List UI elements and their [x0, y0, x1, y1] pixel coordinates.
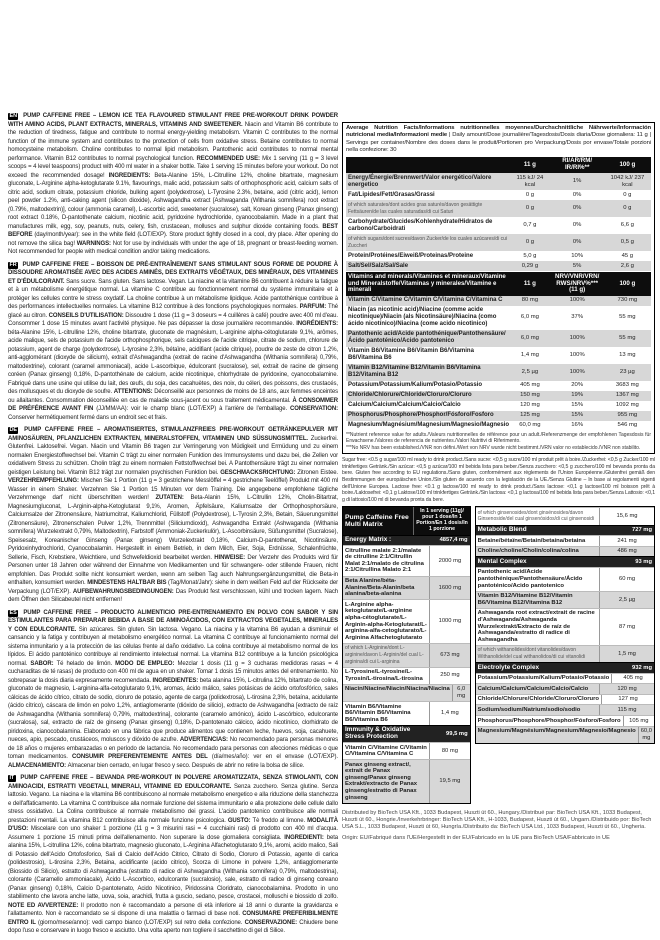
vitamins-column-per-100g: 100 g — [619, 279, 636, 287]
macronutrient-row — [346, 234, 651, 251]
matrix-ingredient-label: Calcium/Calcium/Calcium/Calcio/Calcio — [477, 685, 589, 692]
origin-info: Origin: EU/Fabriqué dans l'UE/Hergestellt in der EU/Fabricado en la UE para BioTech USA/Fabbricato in UE — [342, 834, 610, 841]
value-reference-percent: 100% — [569, 368, 585, 375]
section-text: Mischen Sie 1 Portion (11 g = 3 gestrichene Messlöffel = 4 gestrichene Teelöffel) Produkt mit 400 ml Wasser in einem Shaker. Verzehren Sie 1 Portion 15 Minuten vor dem Training. Die angegebene empfohlene tägliche Verzehrmenge darf nicht überschritten werden! — [8, 478, 338, 501]
matrix-ingredient-amount: 99,5 mg — [446, 730, 468, 737]
nutrient-label: Phosphorus/Phosphore/Phosphor/Fósforo/Fosforo — [348, 412, 494, 419]
language-section-fr — [8, 261, 338, 423]
nutrient-label: Vitamin B12/Vitamine B12/Vitamin B6/Vitamina B12/Vitamina B12 — [348, 365, 481, 379]
value-reference-percent: 16% — [571, 422, 584, 429]
section-keyword: CONSUMARE PREFERIBILMENTE ENTRO IL — [8, 911, 338, 926]
value-per-100g: 0 g — [623, 205, 632, 212]
vitamin-row — [346, 347, 651, 364]
matrix-row — [476, 546, 654, 557]
value-per-serving: 1,4 mg — [520, 351, 539, 358]
matrix-ingredient-label: Vitamin C/Vitamine C/Vitamin C/Vitamina C/Vitamina C — [345, 744, 427, 758]
matrix-ingredient-label: Choline/choline/Cholin/colina/colina — [477, 548, 579, 555]
section-keyword: ATTENTIONS: — [113, 389, 155, 395]
matrix-row — [343, 643, 470, 667]
vitamin-row — [346, 364, 651, 381]
matrix-section-row — [343, 535, 470, 546]
section-keyword: MODALITÀ D'USO: — [8, 817, 338, 832]
matrix-ingredient-label: Vitamin B12/Vitamine B12/Vitamin B6/Vitamina B12/Vitamina B12 — [477, 593, 573, 606]
matrix-ingredient-amount: 673 mg — [429, 644, 469, 667]
matrix-ingredient-label: Beta Alanine/béta-Alanine/Beta-Alanin/beta alanina/beta-alanina — [345, 578, 415, 598]
section-text: Not for use by individuals with under the age of 18, pregnant or breast-feeding women. Not recommended for people with medical condition and/or taking medications. — [8, 240, 338, 255]
value-per-100g: 546 mg — [617, 422, 638, 429]
matrix-ingredient-label: Electrolyte Complex — [477, 663, 540, 671]
matrix-ingredient-label: Chloride/Chlorure/Chloride/Cloruro/Cloruro — [477, 696, 600, 703]
matrix-ingredient-label: Ashwaganda root extract/extrait de racine d'Ashwaganda/Ashwaganda Wurzelextrakt/Extracto de raíz de Ashwaganda/estratto di radice di Ashwagandha — [477, 610, 595, 643]
vitamins-title: Vitamins and minerals/Vitamines et mineraux/Vitamine und Mineralstoffe/Vitaminas y minerales/Vitamine e minerali — [348, 272, 506, 294]
matrix-ingredient-label: Energy Matrix : — [345, 536, 392, 544]
section-keyword: MINDESTENS HALTBAR BIS — [87, 580, 169, 586]
matrix-ingredient-label: Sodium/sodium/Natrium/sodio/sodio — [477, 706, 581, 713]
matrix-ingredient-amount: 250 mg — [429, 668, 469, 684]
macronutrient-row — [346, 261, 651, 271]
section-keyword: INGREDIENTES: — [152, 677, 200, 684]
section-text: Thé glacé au citron. — [8, 304, 338, 319]
vitamin-row — [346, 306, 651, 330]
value-per-100g: 6,6 g — [620, 222, 634, 229]
section-keyword: SABOR: — [30, 660, 57, 667]
matrix-ingredient-amount: 120 mg — [599, 684, 654, 694]
value-per-100g: 2,6 g — [620, 262, 634, 269]
multi-matrix-right-rows — [476, 507, 654, 742]
vitamin-row — [346, 330, 651, 347]
macronutrient-rows — [346, 173, 651, 271]
section-keyword: INGREDIENTS: — [108, 172, 155, 179]
language-badge-es: ES — [9, 609, 17, 616]
value-reference-percent: 20% — [571, 382, 584, 389]
section-text: beta alanina 15%, L-citrulina 12%, bitartrato de colina, gluconato de magnesio, L-arginina-alfa-cetoglutarato 9,1%, aromas, ácido málico, sales potásicas de ácido ortofosfórico, sales cálcicas de ácido cítrico, citrato de sodio, cloruro de potasio, agente de carga (polidextrosa), L-tirosina 2,3%, betaína, acidulante (ácido cítrico), cáscara de limón en polvo 1,2%, antiaglomerante (dióxido de silicio), extracto de Ashwagandha [extracto de raíz de Ashwagandha (Withania somnifera) 0,79%, maltodextrina], colorante (caramelo amónico), ácido L-ascórbico, edulcorante (sucralosa), sal, extracto de raíz de ginseng (Panax ginseng) 0,18%, D-pantotenato cálcico, ácido nicotínico, clorhidrato de piridoxina, cianocobalamina. Elaborado en una fábrica que produce alimentos que contienen leche, huevos, soja, cacahuete, nueces, apio, pescado, crustáceos, moluscos y dióxido de azufre. — [8, 677, 338, 743]
value-per-serving: 6,0 mg — [520, 334, 539, 341]
vitamin-row — [346, 421, 651, 431]
matrix-row — [343, 599, 470, 643]
section-text: (day/month/year): see in the white field (LOT/EXP). Store product tightly closed in a cool, dry place. After opening do not remove the silica bag! — [8, 232, 338, 247]
matrix-row — [476, 704, 654, 715]
value-per-serving: 0,7 g — [523, 222, 537, 229]
matrix-ingredient-amount: 1600 mg — [429, 577, 469, 600]
language-section-en — [8, 112, 338, 257]
section-text: Déconseillé aux personnes de moins de 18 ans, aux femmes enceintes ou allaitantes. Consommation déconseillée en cas de maladie sous-jacent ou sous traitement médicamental. — [8, 389, 339, 404]
section-text: Il prodotto non è raccomandato a persone di età inferiore ai 18 anni o durante la gravidanza e l'allattamento. Non è raccomandato se si dispone di una malattia o farmaci di base noti. — [8, 902, 338, 917]
nutrient-label: Magnesium/Magnésium/Magnesium/Magnesio/Magnesio — [348, 422, 510, 429]
section-text: beta alanina 15%, L-citrullina 12%, colina bitartrato, magnesio gluconato, L-Arginina Alfachetoglutarato 9,1%, aromi, acido malico, Sali di Potassio dell'Acido Ortofosforico, Sali di Calcio dell'Acido Citrico, Citrato di Sodio, Cloruro di Potassio, agente di carica (polidestrosio), L-tirosina 2,3%, Betaina, acidificante (acido citrico), Scorza di Limone in polvere 1,2%, antiagglomerante (Biossido di Silicio), estratto di Ashwagandha (estratto di radice di Ashwagandha (Withania somnifera) 0,79%, maltodestrina), colorante (Caramello ammoniacale), Acido L-Ascorbico, edulcorante (sucralosio), sale, estratto di radice di ginseng coreano (Panax ginseng) 0,18%, Calcio D-pantotenato, Acido Nicotinico, Piridossina Cloridrato, cianocobalamina. Prodotto in uno stabilimento che lavora anche latte, uova, soia, arachidi, frutta a guscio, sedano, pesce, crostacei, molluschi e biossido di zolfo. — [8, 834, 338, 900]
value-reference-percent: 1% — [572, 178, 582, 185]
value-reference-percent: 0% — [572, 205, 582, 212]
value-per-serving: 0 g — [525, 205, 535, 212]
matrix-ingredient-label: L-Arginine alpha-ketoglutarate/L-arginine alpha-cétoglutarate/L-Arginin-alpha-Ketoglutarat/L-arginina-alfa-cetoglutarato/L-Arginina Alfachetoglutarato — [345, 601, 427, 641]
matrix-ingredient-amount: 405 mg — [611, 674, 654, 684]
matrix-section-row — [343, 725, 470, 742]
matrix-ingredient-amount: 127 mg — [601, 695, 654, 705]
section-text: (Tag/Monat/Jahr): siehe in dem weißen Feld auf der Rückseite der Verpackung (LOT/EXP). — [8, 580, 338, 595]
nutrient-label: of which saturates/dont acides gras saturés/davon gesättigte Fettsäuren/de las cuales saturadas/di cui Saturi — [348, 201, 483, 215]
section-keyword: AUFBEWAHRUNGSBEDINGUNGEN: — [72, 588, 176, 595]
matrix-row — [343, 667, 470, 684]
nutrition-facts-header — [346, 125, 651, 155]
nutrient-label: Calcium/Calcium/Calcium/Calcio/Calcio — [348, 402, 461, 409]
value-reference-percent: 0% — [572, 239, 582, 246]
vitamins-minerals-table — [346, 272, 651, 430]
section-text: Sin azúcares. Sin gluten. Sin lactosa. Vegano. La niacina y la vitamina B6 ayudan a disminuir el cansancio y la fatiga y contribuyen al metabolismo energético normal. La vitamina C contribuye al funcionamiento normal del sistema inmunitario y a la protección de las células frente al daño oxidativo. La colina contribuye al metabolismo normal de los lípidos. El ácido pantoténico contribuye al rendimiento intelectual normal. La vitamina B12 contribuye a la función psicológica normal. — [8, 626, 338, 667]
multi-matrix-right — [475, 506, 655, 743]
value-reference-percent: 100% — [569, 297, 585, 304]
matrix-ingredient-label: Mental Complex — [477, 557, 527, 565]
column-serving: 11 g — [523, 160, 536, 168]
matrix-ingredient-amount: 115 mg — [599, 705, 654, 715]
nutrient-label: Potassium/Potassium/Kalium/Potasio/Potassio — [348, 382, 483, 389]
nutrient-label: Vitamin C/Vitamine C/Vitamin C/Vitamina C/Vitamina C — [348, 297, 503, 304]
multi-matrix-title: Pump Caffeine Free Multi Matrix — [345, 513, 409, 528]
section-keyword: HINWEISE: — [214, 554, 248, 561]
vitamin-rows — [346, 296, 651, 431]
matrix-ingredient-amount: 1,5 mg — [599, 646, 654, 662]
matrix-ingredient-amount: 1,4 mg — [429, 702, 469, 725]
macronutrient-row — [346, 190, 651, 200]
matrix-ingredient-label: Metabolic Blend — [477, 526, 527, 534]
value-per-serving: 0 g — [525, 191, 535, 198]
matrix-ingredient-label: Betaine/bétaïne/Betain/betaína/betaina — [477, 537, 586, 544]
matrix-ingredient-label: Immunity & Oxidative Stress Protection — [345, 726, 411, 740]
value-per-serving: 405 mg — [520, 382, 540, 389]
value-reference-percent: 100% — [569, 351, 585, 358]
section-text: Beta-Alanine 15%, L-Citrulline 12%, choline bitartrate, magnesium gluconate, L-Arginine alpha-ketoglutarate 9.1%, flavourings, malic acid, potassium salts of orthophosphoric acid, calcium salts of citric acid, sodium citrate, potassium chloride, bulking agent (polydextrose), L-Tyrosine 2.3%, betaine, acid (citric acid), lemon peel powder 1.2%, anti-caking agent (silicon dioxide), Ashwagandha extract [Ashwaganda (Withania somnifera) root extract (0.79%, maltodextrin)], colour (ammonia caramel), L-ascorbic acid, sweetener (sucralose), salt, Korean ginseng (Panax ginseng) root extract 0.18%, D-pantothenate calcium, nicotinic acid, pyridoxine hydrochloride, cyanocobalamin. Made in a plant that manufactures milk, egg, soy, peanuts, nuts, celery, fish, crustacean, molluscs and sulphur dioxide containing foods. — [8, 172, 338, 230]
section-keyword: ZUTATEN: — [155, 495, 191, 501]
section-text: Almacenar bien cerrado, en lugar fresco y seco. Después de abrir no retire la bolsa de sílice. — [67, 762, 305, 769]
nutrient-label: Carbohydrate/Glucides/Kohlenhydrate/Hidratos de carbono/Carboidrati — [348, 218, 493, 232]
value-per-serving: 115 kJ/ 24 kcal — [516, 174, 544, 188]
value-per-100g: 0,5 g — [620, 239, 634, 246]
matrix-section-row — [476, 662, 654, 673]
matrix-ingredient-label: Vitamin B6/Vitamine B6/Vitamin B6/Vitamina B6/Vitamina B6 — [345, 703, 411, 723]
vitamin-row — [346, 296, 651, 306]
nutrient-label: Chloride/Chlorure/Chloride/Cloruro/Cloruro — [348, 392, 472, 399]
section-keyword: WARNINGS: — [76, 240, 113, 247]
matrix-ingredient-amount: 6,0 mg — [452, 685, 470, 701]
matrix-row — [343, 576, 470, 600]
macronutrient-table — [346, 157, 651, 272]
value-reference-percent: 15% — [571, 402, 584, 409]
matrix-ingredient-label: Magnesium/Magnésium/Magnesium/Magnesio/Magnesio — [477, 728, 636, 735]
section-text: Té helado de limón. — [56, 660, 116, 667]
section-text: Miscelare con uno shaker 1 porzione (11 g = 3 misurini rasi = 4 cucchiaini rasi) di prodotto con 400 ml d'acqua. Assumere 1 porzione 15 minuti prima dell'allenamento. Non superare la dose giornaliera consigliata. — [8, 826, 338, 841]
section-keyword: CONSERVATION: — [289, 406, 339, 412]
section-keyword: GUSTO: — [227, 817, 253, 824]
matrix-row — [476, 683, 654, 694]
matrix-ingredient-label: of which ginsenosides/dont ginsénosides/davon Ginsenoside/del cual ginsenósidos/di cui ginsenosidi — [477, 509, 595, 523]
value-reference-percent: 19% — [571, 392, 584, 399]
section-keyword: CONSEILS D'UTILISATION: — [48, 312, 126, 319]
section-keyword: À CONSOMMER DE PRÉFÉRENCE AVANT FIN — [8, 397, 338, 412]
matrix-section-row — [476, 525, 654, 536]
multi-matrix — [342, 506, 655, 803]
value-per-100g: 1367 mg — [615, 392, 639, 399]
section-keyword: CONSUMIR PREFERENTEMENTE ANTES DEL — [72, 754, 212, 760]
value-per-serving: 5,0 g — [523, 252, 537, 259]
section-keyword: VERZEHREMPFEHLUNG: — [8, 478, 81, 484]
matrix-ingredient-amount: 2000 mg — [429, 546, 469, 575]
value-per-100g: 45 g — [621, 252, 634, 259]
nutrient-label: Salt/Sel/Salz/Sal/Sale — [348, 262, 409, 269]
language-section-es — [8, 609, 338, 771]
section-keyword: INGRÉDIENTS: — [296, 321, 338, 327]
matrix-row — [476, 726, 654, 743]
value-per-100g: 730 mg — [617, 297, 638, 304]
language-badge-de: DE — [9, 427, 17, 433]
section-keyword: ALMACENAMIENTO: — [8, 762, 68, 769]
matrix-ingredient-amount: 80 mg — [429, 743, 469, 759]
matrix-row — [343, 545, 470, 575]
matrix-ingredient-label: L-Tyrosine/L-tyrosine/L-Tyrosin/L-tirosina/L-tirosina — [345, 669, 423, 682]
section-text: No recomendado para personas menores de 18 años o mujeres embarazadas o en período de lactancia. No recomendado para personas con afecciones médicas o que toman medicamentos. — [8, 737, 339, 760]
language-section-it — [8, 774, 338, 936]
matrix-ingredient-amount: 105 mg — [623, 716, 654, 726]
section-keyword: INGREDIENTI: — [284, 834, 327, 841]
section-keyword: PARFUM: — [299, 304, 328, 310]
macronutrient-row — [346, 173, 651, 190]
matrix-section-row — [476, 556, 654, 567]
matrix-ingredient-label: Pantothenic acid/Acide pantothénique/Pantothensäure/Ácido pantoténico/Acido pantotenico — [477, 569, 583, 589]
value-per-serving: 0 g — [525, 239, 535, 246]
value-reference-percent: 10% — [571, 252, 584, 259]
matrix-row — [343, 759, 470, 803]
section-text: Conserver hermétiquement fermé dans un endroit sec et frais. — [8, 414, 168, 421]
matrix-row — [476, 645, 654, 662]
value-per-serving: 0,29 g — [521, 262, 539, 269]
value-reference-percent: 0% — [572, 222, 582, 229]
matrix-ingredient-label: Citrulline malate 2:1/malate de citrulline 2:1/Citrullin Malat 2:1/malato de citrulina 2:1/Citrullina Malato 2:1 — [345, 547, 424, 574]
matrix-ingredient-label: of which L-Arginine/dont L-arginine/davon L-Arginin/del cual L-arginina/di cui L-arginina — [345, 645, 424, 665]
value-per-100g: 23 µg — [619, 368, 635, 375]
value-per-100g: 3683 mg — [615, 382, 639, 389]
multi-matrix-serving-header: In 1 serving (11g)/ pour 1 dose/In 1 Portion/En 1 dosis/In 1 porzione — [413, 507, 469, 534]
value-per-serving: 125 mg — [520, 412, 540, 419]
value-per-100g: 1092 mg — [615, 402, 639, 409]
section-text: Niacin and Vitamin B6 contribute to the reduction of tiredness, fatigue and contribute to normal energy-yielding metabolism. Vitamin C contributes to the normal function of the immune system and contributes to the protection of cells from oxidative stress. Betaine contributes to normal homocysteine metabolism. Choline contributes to normal lipid metabolism. Pantothenic acid contributes to normal mental performance. Vitamin B12 contributes to normal psychological function. — [8, 121, 338, 162]
nutrient-label: Vitamin B6/Vitamine B6/Vitamin B6/Vitamina B6/Vitamina B6 — [348, 348, 474, 362]
matrix-row — [343, 701, 470, 725]
value-per-100g: 55 mg — [619, 314, 636, 321]
section-title: PUMP CAFFEINE FREE – PRODUCTO ALIMENTICIO PRE-ENTRENAMIENTO EN POLVO CON SABOR Y SIN ESTIMULANTES PARA PREPARAR BEBIDA A BASE DE AMINOÁCIDOS, CON EXTRACTOS VEGETALES, MINERALES Y CON EDULCORANTE. — [8, 609, 338, 633]
matrix-row — [476, 567, 654, 591]
section-text: Beta-Alanin 15%, L-Citrullin 12%, Cholin-Bitartrat, Magnesiumgluconat, L-Arginin-alpha-Ketoglutarat 9,1%, Aromen, Äpfelsäure, Kaliumsalze der Orthophosphorsäure, Calciumsalze der Zitronensäure, Natriumcitrat, Kaliumchlorid, Füllstoff (Polydextrose), L-Tyrosin 2,3%, Betain, Säuerungsmittel (Zitronensäure), Zitronenschalen Pulver 1,2%, Trennmittel (Siliciumdioxid), Ashwagandha Extrakt (Ashwaganda (Withania somnifera) Wurzelextrakt 0,79%, Maltodextrin), Farbstoff (Ammoniak-Zuckerkulör), L-Ascorbinsäure, Süßungsmittel (Sucralose), Speisesalz, Koreanischer Ginseng (Panax ginseng) Wurzelextrakt 0,18%, Calcium-D-pantothenat, Nicotinsäure, Pyridoxinhydrochlorid, Cyanocobalamin. Hergestellt in einem Betrieb, in dem Milch, Eier, Soja, Erdnüsse, Schalenfrüchte, Sellerie, Fisch, Krebstiere, Weichtiere, und Schwefeldioxid bearbeitet werden. — [8, 495, 338, 561]
section-text: Sans sucre. Sans gluten. Sans lactose. Vegan. La niacine et la vitamine B6 contribuent à réduire la fatigue et à un métabolisme énergétique normal. La vitamine C contribue au fonctionnement normal du système immunitaire et à protéger les cellules contre le stress oxydatif. La choline contribue à un métabolisme lipidique. Acide pantothénique contribue à des performances intellectuelles normales. La vitamine B12 contribue à des fonctions psychologiques normales. — [8, 278, 339, 310]
value-per-100g: 55 mg — [619, 334, 636, 341]
section-title: PUMP CAFFEINE FREE – BOISSON DE PRÉ-ENTRAÎNEMENT SANS STIMULANT SOUS FORME DE POUDRE À DISSOUDRE AROMATISÉE AVEC DES ACIDES AMINÉS, DES EXTRAITS VÉGÉTAUX, DES MINÉRAUX, DES VITAMINES ET D'ÉDULCORANT. — [8, 261, 338, 285]
column-per-100g: 100 g — [619, 160, 636, 168]
section-text: Chiudere bene dopo l'uso e conservare in luogo fresco e asciutto. Una volta aperto non togliere il sacchettino di gel di Silice. — [8, 919, 338, 934]
section-keyword: CONSERVAZIONE: — [244, 919, 300, 926]
macronutrient-row — [346, 251, 651, 261]
value-per-serving: 2,5 µg — [521, 368, 539, 375]
value-reference-percent: 15% — [571, 412, 584, 419]
nutrient-label: Protein/Protéines/Eiweiß/Proteinas/Proteine — [348, 252, 474, 259]
section-text: Dissoudre 1 dose (11 g = 3 doseurs = 4 cuillères à café) poudre avec 400 ml d'eau. Consommer 1 dose 15 minutes avant l'activité physique. Ne pas dépasser la dose journalière recommandée. — [8, 312, 338, 327]
matrix-ingredient-amount: 1000 mg — [429, 600, 469, 643]
value-per-100g: 1042 kJ/ 237 kcal — [610, 174, 645, 188]
multi-matrix-left-rows — [343, 535, 470, 803]
matrix-ingredient-label: Phosphorus/Phosphore/Phosphor/Fósforo/Fosforo — [477, 717, 621, 724]
nutrient-label: Energy/Énergie/Brennwert/Valor energético/Valore energetico — [348, 174, 492, 188]
matrix-ingredient-amount: 15,6 mg — [599, 508, 654, 524]
matrix-row — [476, 694, 654, 705]
value-reference-percent: 5% — [572, 262, 582, 269]
matrix-ingredient-amount: 4857,4 mg — [439, 537, 468, 544]
section-text: (giorno/mese/anno): vedi campo bianco (LOT/EXP) sul retro della confezione. — [38, 919, 245, 926]
nutrition-facts-box — [342, 122, 655, 454]
matrix-ingredient-amount: 932 mg — [632, 664, 652, 671]
value-reference-percent: 0% — [572, 191, 582, 198]
nutrient-label: of which sugars/dont sucres/davon Zucker/de los cuales azúcares/di cui Zuccheri — [348, 235, 507, 249]
section-keyword: ADVERTENCIAS: — [179, 737, 230, 743]
section-title: PUMP CAFFEINE FREE – AROMATISIERTES, STIMULANZFREIES PRE-WORKOUT GETRÄNKEPULVER MIT AMINOSÄUREN, PFLANZLICHEN EXTRAKTEN, MINERALSTOFFEN, VITAMINEN UND SÜSSUNGSMITTEL. — [8, 427, 338, 442]
section-text: Mix 1 serving (11 g = 3 level scoops = 4 level teaspoons) product with 400 ml water in a shaker bottle. Take 1 serving 15 minutes before your workout. Do not exceed the recommended dosage! — [8, 155, 338, 179]
matrix-ingredient-amount: 727 mg — [632, 527, 652, 534]
value-per-serving: 80 mg — [521, 297, 539, 304]
language-badge-fr: FR — [9, 261, 17, 268]
matrix-ingredient-label: Niacin/Niacine/Niacin/Niacina/Niacina — [345, 686, 450, 693]
matrix-row — [343, 742, 470, 759]
matrix-ingredient-amount: 241 mg — [599, 536, 654, 546]
language-sections — [8, 112, 338, 940]
value-per-100g: 13 mg — [619, 351, 636, 358]
section-text: Tè freddo al limone. — [252, 817, 308, 824]
vitamins-column-serving: 11 g — [523, 279, 536, 287]
macronutrient-row — [346, 200, 651, 217]
macronutrient-header-empty — [346, 157, 509, 174]
section-text: béta-Alanine 15%, L-citrulline 12%, choline bitartrate, gluconate de magnésium, L-arginine alpha-cétoglutarate 9,1%, arômes, acide malique, sels de potassium de l'acide orthophosphorique, sels calciques de l'acide citrique, citrate de sodium, chlorure de potassium, agent de charge (polydextrose), L-tyrosine 2,3%, bétaïne, acidifiant (acide citrique), poudre de zeste de citron 1,2%, anti-agglomérant (dioxyde de silicium), extrait d'Ashwagandha (extrait de racine d'Ashwagandha (Withania somnifera) 0,79%, maltodextrine), colorant (caramel ammoniacal), acide L-ascorbique, édulcorant (sucralose), sel, extrait de racine de ginseng coréen (Panax ginseng) 0,18%, D-pantothénate de calcium, acide nicotinique, chlorhydrate de pyridoxine, cyanocobalamine. Fabriqué dans une usine qui utilise du lait, des œufs, du soja, des cacahuètes, des noix, du céleri, des poissons, des crustacés, des mollusques et du dioxyde de soufre. — [8, 329, 338, 395]
macronutrient-row — [346, 217, 651, 234]
nutrition-facts-subtitle: | Daily amount/Dose journalière/Tagesdosis/Dosis diaria/Dose giornaliera: 11 g | Servings per container/Nombre des doses dans le produit/Portionen pro Verpackung/Dosis por envase/Totale porzioni nella confezione: 30 — [346, 132, 651, 154]
section-text: Zitronen Eistee. — [297, 469, 338, 476]
column-reference-intake: RI/AR/RM/ IR/RI%** — [562, 157, 593, 171]
matrix-ingredient-amount: 87 mg — [599, 609, 654, 645]
matrix-ingredient-amount: 486 mg — [599, 547, 654, 557]
section-keyword: MODO DE EMPLEO: — [115, 660, 178, 667]
nutrient-label: Pantothenic acid/Acide pantothénique/Pantothensäure/Ácido pantoténico/Acido pantotenico — [348, 331, 506, 345]
vitamins-header-row — [346, 272, 651, 295]
section-text: (JJ/MM/AA): voir le champ blanc (LOT/EXP) à l'arrière de l'emballage. — [96, 406, 290, 412]
matrix-row — [343, 684, 470, 701]
value-reference-percent: 37% — [571, 314, 584, 321]
matrix-row — [476, 591, 654, 608]
section-text: Der Verzehr des Produkts wird für Personen unter 18 Jahren oder während der Einnahme von Medikamenten und für schwangere- oder stillende Frauen, nicht empfohlen. Das Produkt sollte nicht konsumiert werden, wenn am selben Tag auch Nahrungsergänzungsmittel, die Beta-in enthalten, konsumiert werden. — [8, 554, 338, 586]
vitamin-row — [346, 381, 651, 391]
matrix-ingredient-label: Panax ginseng extract/, extrait de Panax ginseng/Panax ginseng Extrakt/extracto de Panax ginseng/estratto di Panax ginseng — [345, 761, 418, 801]
matrix-row — [476, 673, 654, 684]
nutrient-label: Niacin (as nicotinic acid)/Niacine (comme acide nicotinique)/Niacin (als Nicotinsäure)/Niacina (como ácido nicotínico)/Niacina (come acido nicotinico) — [348, 307, 497, 328]
language-badge-en: EN — [9, 113, 17, 119]
vitamins-column-nrv: NRV/VNR/VRN/ RWS/NRV%*** (11 g) — [555, 272, 600, 294]
multi-matrix-left — [342, 506, 471, 803]
section-text: (día/mes/año): ver en el envase (LOT/EXP). — [211, 754, 338, 760]
section-title: PUMP CAFFEINE FREE – BEVANDA PRE-WORKOUT IN POLVERE AROMATIZZATA, SENZA STIMOLANTI, CON AMINOACIDI, ESTRATTI VEGETALI, MINERALI, VITAMINE ED EDULCORANTE. — [8, 775, 338, 790]
section-keyword: RECOMMENDED USE: — [196, 155, 263, 162]
value-per-serving: 120 mg — [520, 402, 540, 409]
matrix-ingredient-amount: 93 mg — [635, 558, 652, 565]
value-reference-percent: 100% — [569, 334, 585, 341]
nutrition-column — [342, 122, 655, 842]
section-text: Das Produkt fest verschlossen, kühl und trocken lagern. Nach dem Öffnen den Silicabeutel nicht entfernen! — [8, 588, 338, 603]
value-per-serving: 6,0 mg — [520, 314, 539, 321]
footnote-nrv: **Nutrient reference value for adults./Valeurs nutritionnelles de référence pour un adult./Referenzmenge der empfohlenen Tagesdosis für Erwachsene./Valores de referencia de nutrientes./Valori Nutritivi di Riferimento. — [346, 431, 651, 444]
matrix-ingredient-label: of which withanolides/dont vitanolides/davon Withanolide/del cual withanolidos/di cui vitanolidi — [477, 647, 586, 660]
value-per-serving: 60,0 mg — [519, 422, 541, 429]
matrix-row — [476, 507, 654, 524]
value-per-100g: 955 mg — [617, 412, 638, 419]
value-per-serving: 150 mg — [520, 392, 540, 399]
section-keyword: NOTE ED AVVERTENZE: — [8, 902, 81, 909]
matrix-row — [476, 715, 654, 726]
nutrient-label: Fat/Lipides/Fett/Grasas/Grassi — [348, 191, 435, 198]
footnote-no-nrv: ***No NRV has been established./VNR non défini./Wert von NRV wurde nicht bestimmt./VRN valor no establecido./VNR non stabilito. — [346, 445, 641, 452]
section-text: Mezclar 1 dosis (11 g = 3 cucharas medidoras rasas = 4 cucharaditas de té rasas) de producto con 400 ml de agua en un shaker. Tomar 1 dosis 15 minutos antes del entrenamiento. No sobrepasar la dosis diaria expresamente recomendada. — [8, 660, 338, 684]
value-per-100g: 0 g — [623, 191, 632, 198]
section-title: PUMP CAFFEINE FREE – LEMON ICE TEA FLAVOURED STIMULANT FREE PRE-WORKOUT DRINK POWDER WITH AMINO ACIDS, PLANT EXTRACTS, MINERALS, VITAMINS AND SWEETENER. — [8, 113, 338, 128]
matrix-ingredient-amount: 19,5 mg — [429, 760, 469, 803]
matrix-ingredient-label: Potassium/Potassium/Kalium/Potasio/Potassio — [477, 675, 610, 682]
nutrition-facts-title: Average Nutrition Facts/Informations nutritionnelles moyennes/Durchschnittliche Nährwerte/Información nutricional media/Informazioni medie — [346, 125, 651, 139]
section-keyword: BEST BEFORE — [8, 223, 338, 238]
language-badge-it: IT — [9, 775, 15, 781]
vitamin-row — [346, 391, 651, 401]
matrix-row — [476, 608, 654, 645]
vitamin-row — [346, 401, 651, 411]
multi-matrix-header — [343, 507, 470, 534]
dietary-claims: Sugar free: <0.5 g sugar/100 ml ready to drink product./Sans sucre: <0,5 g sucre/100 ml produit prêt à boire./Zuckerfrei: <0,5 g Zucker/100 ml trinkfertiges Getränk./Sin azúcar: <0,5 g azúcar/100 ml bebida lista para beber./Senza zucchero: <0,5 g zucchero/100 ml bevanda pronta da bere. Gluten free according to EU regulations./Sans gluten, conformément aux règlements de l'Union Européenne./Glutenfrei gemäß den Bestimmungen der europäischen Union./Sin gluten de acuerdo con la legislación de la UE./Senza Glutine – In base ai regolamenti vigenti dell'Unione Europea. Lactose free: <0.1 g lactose/100 ml ready to drink product./Sans lactose: <0,1 g lactose/100 ml boisson prêt à boire./Laktosefrei: <0,1 g Laktose/100 ml trinkfertiges Getränk./Sin lactosa: <0,1 g lactosa/100 ml bebida lista para beber./Senza Lattosio: <0,1 g di lattosio/100 ml di bevanda pronta da bere. — [342, 457, 655, 503]
section-text: Zuckerfrei. Glutenfrei. Laktosefrei. Vegan. Niacin und Vitamin B6 tragen zur Verringerung von Müdigkeit und Ermüdung und zu einem normalen Energiestoffwechsel bei. Vitamin C trägt zu einer normalen Funktion des Immunsystems und dazu bei, die Zellen vor oxidativem Stress zu schützen. Cholin trägt zu einem normalen Fettstoffwechsel bei. A Pantothensäure trägt zu einer normalen geistigen Leistung bei. Vitamin B12 trägt zur normalen psychischen Funktion bei. — [8, 435, 338, 476]
distributor-info: Distributed by BioTech USA Kft., 1033 Budapest, Huszti út 60., Hungary./Distribué par: BioTech USA Kft., 1033 Budapest, Huszti út 60., Hongrie./Inverkehrbringer: BioTech USA Kft., H-1033, Budapest, Huszti út 60., Ungarn./Distribuido por: BioTech USA S.L., 1033 Budapest, Huszti út 60, Hungría./Distribuito da: BioTech USA Ltd., 1033 Budapest, Huszti út 60., Ungheria. — [342, 809, 652, 830]
macronutrient-header-row — [346, 157, 651, 174]
language-section-de — [8, 426, 338, 605]
matrix-ingredient-amount: 60 mg — [599, 568, 654, 591]
section-text: Senza zucchero. Senza glutine. Senza lattosio. Vegano. La niacina e la vitamina B6 contribuiscono al normale metabolismo energetico e alla riduzione della stanchezza e dell'affaticamento. La vitamina C contribuisce alla normale funzione del sistema immunitario e alla protezione delle cellule dallo stress ossidativo. La Colina contribuisce al normale metabolismo dei grassi. L'acido pantotenico contribuisce alle normali prestazioni mentali. La vitamina B12 contribuisce alla normale funzione psicologica. — [8, 783, 338, 824]
vitamin-row — [346, 411, 651, 421]
section-keyword: GESCHMACKSRICHTUNG: — [220, 469, 298, 476]
matrix-ingredient-amount: 60,0 mg — [638, 727, 654, 743]
matrix-row — [476, 535, 654, 546]
matrix-ingredient-amount: 2,5 µg — [599, 592, 654, 608]
